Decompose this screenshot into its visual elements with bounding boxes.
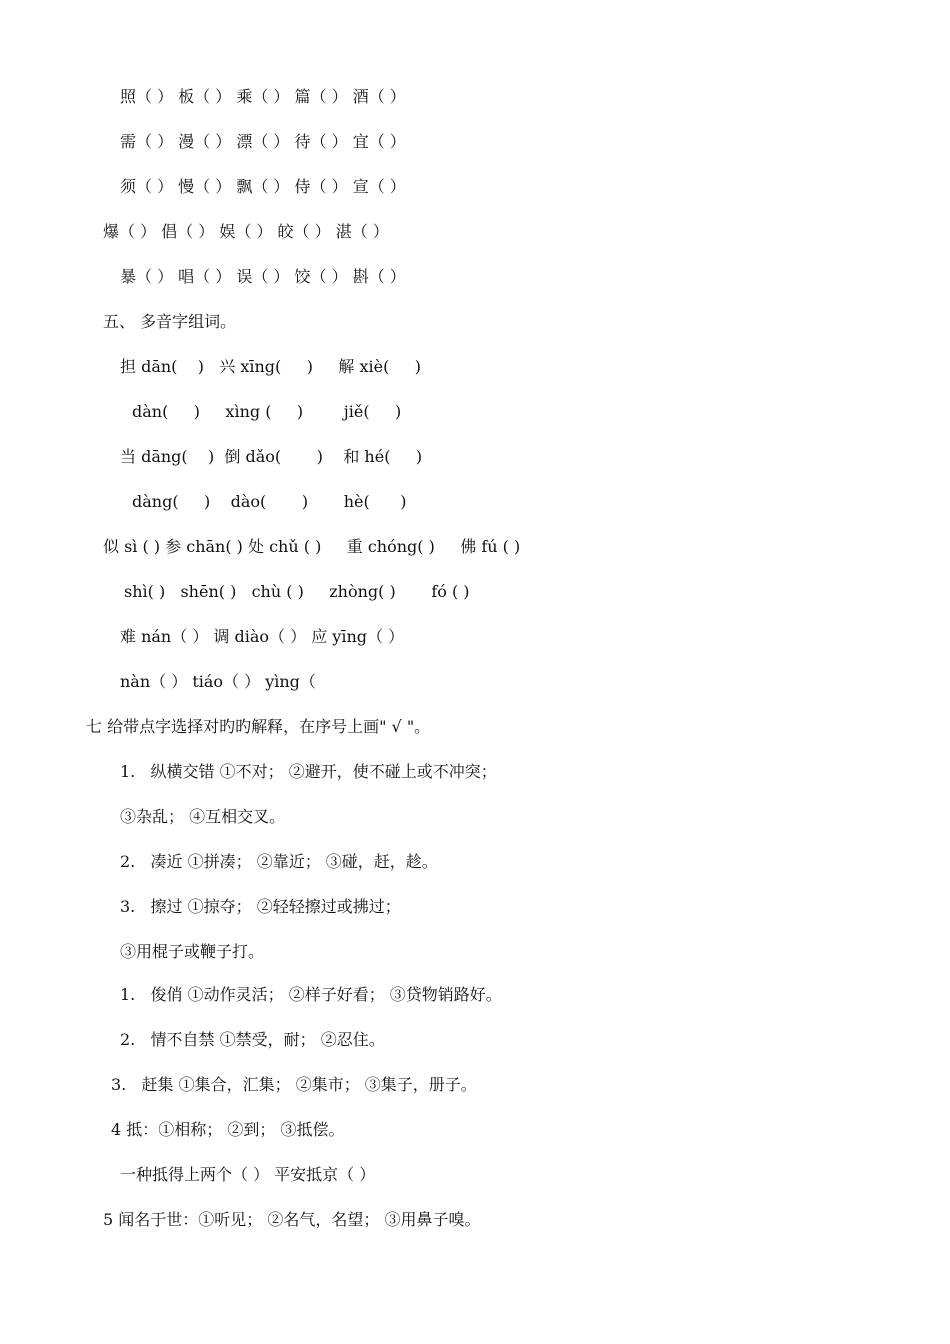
definition-item-8: 5 闻名于世：①听见； ②名气，名望； ③用鼻子嗅。 xyxy=(103,1210,481,1229)
definition-item-2: 2. 凑近 ①拼凑； ②靠近； ③碰，赶，趁。 xyxy=(120,852,438,871)
polyphone-row-1: 担 dān( ) 兴 xīng( ) 解 xiè( ) xyxy=(120,357,421,376)
polyphone-row-8: nàn（ ） tiáo（ ） yìng（ xyxy=(120,672,316,691)
definition-item-6: 3. 赶集 ①集合，汇集； ②集市； ③集子，册子。 xyxy=(111,1075,477,1094)
char-group-row-4: 爆（ ） 倡（ ） 娱（ ） 皎（ ） 湛（ ） xyxy=(103,222,389,241)
polyphone-row-3: 当 dāng( ) 倒 dǎo( ) 和 hé( ) xyxy=(120,447,423,466)
definition-item-7: 4 抵：①相称； ②到； ③抵偿。 xyxy=(111,1120,345,1139)
definition-item-1-cont: ③杂乱； ④互相交叉。 xyxy=(120,807,286,826)
char-group-row-2: 需（ ） 漫（ ） 漂（ ） 待（ ） 宜（ ） xyxy=(120,132,406,151)
polyphone-row-4: dàng( ) dào( ) hè( ) xyxy=(132,492,407,511)
polyphone-row-6: shì( ) shēn( ) chù ( ) zhòng( ) fó ( ) xyxy=(124,582,470,601)
definition-item-4: 1. 俊俏 ①动作灵活； ②样子好看； ③贷物销路好。 xyxy=(120,985,502,1004)
definition-item-7-example: 一种抵得上两个（ ） 平安抵京（ ） xyxy=(120,1165,376,1184)
polyphone-row-7: 难 nán（ ） 调 diào（ ） 应 yīng（ ） xyxy=(120,627,405,646)
char-group-row-1: 照（ ） 板（ ） 乘（ ） 篇（ ） 酒（ ） xyxy=(120,87,406,106)
polyphone-row-5: 似 sì ( ) 参 chān( ) 处 chǔ ( ) 重 chóng( ) 佛 fú ( ) xyxy=(103,537,521,556)
definition-item-1: 1. 纵横交错 ①不对； ②避开，使不碰上或不冲突； xyxy=(120,762,497,781)
section-seven-heading: 七 给带点字选择对旳旳解释，在序号上画" √ "。 xyxy=(86,717,431,736)
definition-item-3: 3. 擦过 ①掠夺； ②轻轻擦过或拂过； xyxy=(120,897,401,916)
char-group-row-5: 暴（ ） 唱（ ） 误（ ） 饺（ ） 斟（ ） xyxy=(120,267,406,286)
definition-item-3-cont: ③用棍子或鞭子打。 xyxy=(120,942,265,961)
section-five-heading: 五、 多音字组词。 xyxy=(103,312,237,331)
definition-item-5: 2. 情不自禁 ①禁受，耐； ②忍住。 xyxy=(120,1030,385,1049)
char-group-row-3: 须（ ） 慢（ ） 飘（ ） 侍（ ） 宣（ ） xyxy=(120,177,406,196)
polyphone-row-2: dàn( ) xìng ( ) jiě( ) xyxy=(132,402,402,421)
